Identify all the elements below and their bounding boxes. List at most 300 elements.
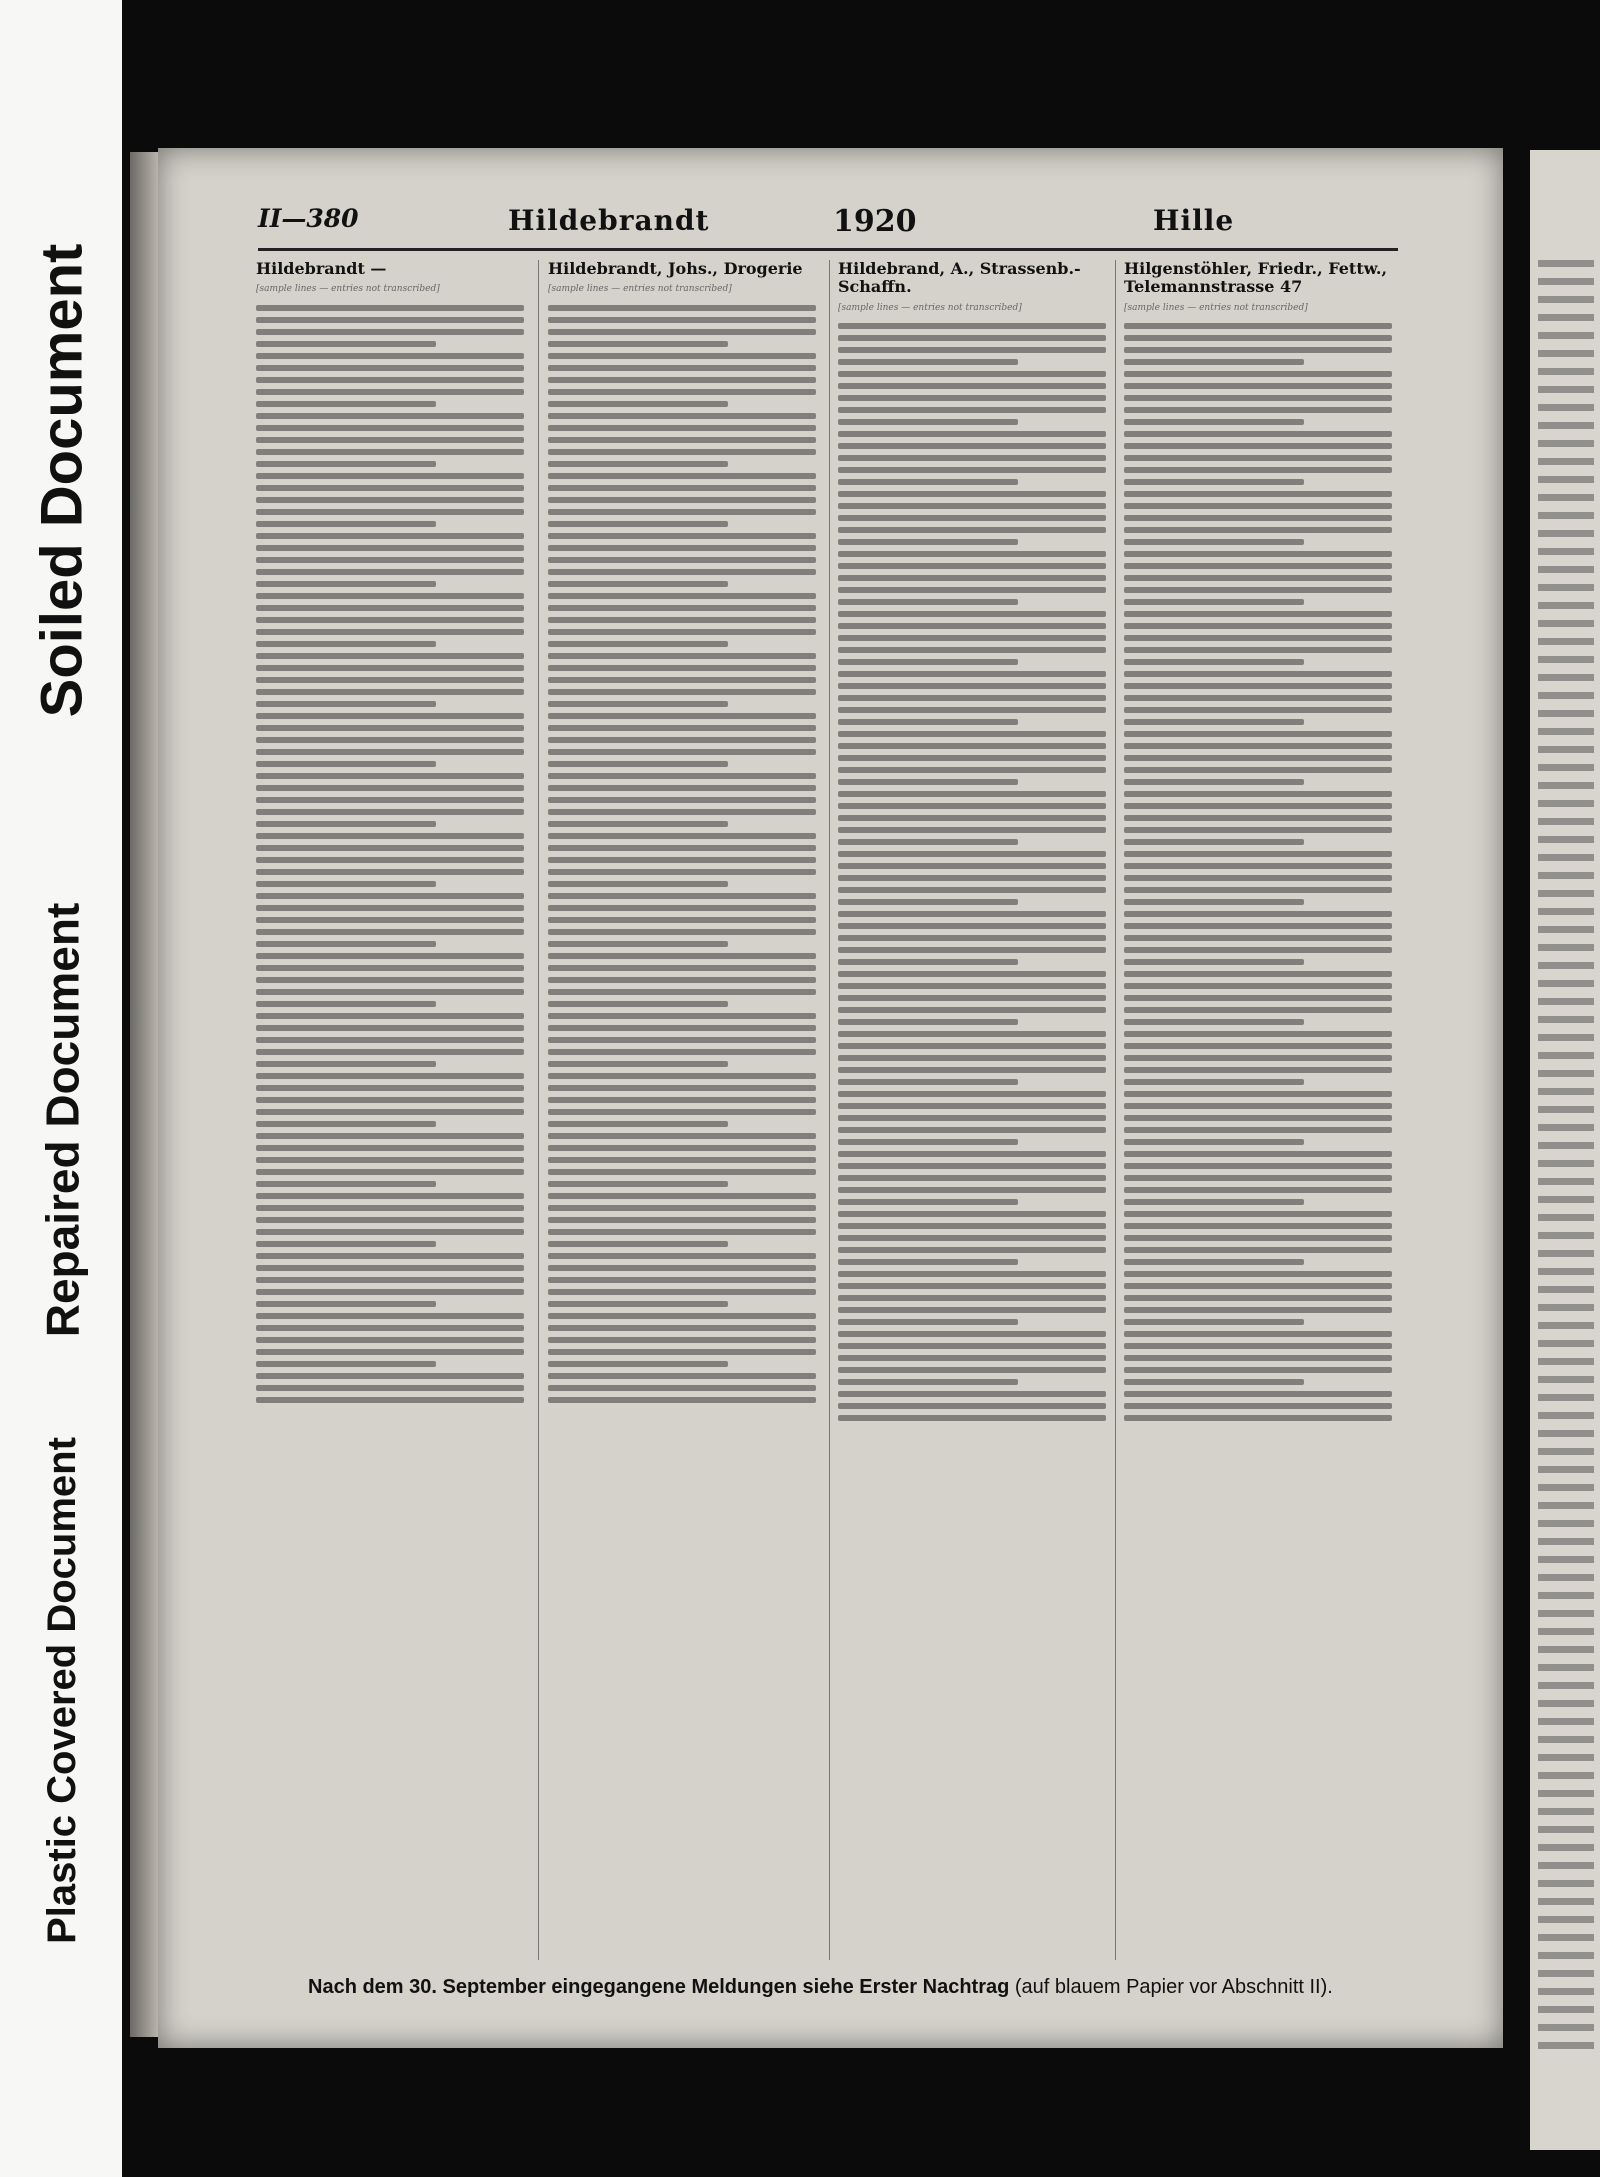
text-line <box>256 497 524 503</box>
text-line <box>1124 347 1392 353</box>
text-line <box>256 989 524 995</box>
text-line <box>1124 1391 1392 1397</box>
text-line <box>548 1133 816 1139</box>
text-line <box>548 1193 816 1199</box>
text-line <box>1538 1340 1594 1347</box>
text-line <box>256 977 524 983</box>
text-line <box>1538 602 1594 609</box>
text-line <box>1538 260 1594 267</box>
text-line <box>256 641 436 647</box>
text-line <box>1124 1187 1392 1193</box>
text-line <box>548 797 816 803</box>
text-line <box>256 1145 524 1151</box>
text-line <box>1124 731 1392 737</box>
text-line <box>548 449 816 455</box>
text-line <box>548 1277 816 1283</box>
text-line <box>256 353 524 359</box>
text-line <box>838 1295 1106 1301</box>
page-edge <box>130 152 160 2037</box>
text-line <box>548 1265 816 1271</box>
text-line <box>1124 1403 1392 1409</box>
text-line <box>838 335 1106 341</box>
text-line <box>1124 983 1392 989</box>
text-line <box>1538 1034 1594 1041</box>
text-line <box>838 743 1106 749</box>
text-line <box>838 1079 1018 1085</box>
text-line <box>1538 566 1594 573</box>
text-line <box>1124 1259 1304 1265</box>
text-line <box>838 791 1106 797</box>
text-line <box>1124 1067 1392 1073</box>
text-line <box>256 953 524 959</box>
text-line <box>838 695 1106 701</box>
text-line <box>256 869 524 875</box>
column-divider <box>829 260 830 1960</box>
text-line <box>256 857 524 863</box>
text-line <box>838 503 1106 509</box>
text-line <box>548 617 816 623</box>
text-line <box>548 497 816 503</box>
text-line <box>256 1001 436 1007</box>
text-line <box>1124 1247 1392 1253</box>
text-line <box>1538 764 1594 771</box>
text-line <box>838 767 1106 773</box>
text-line <box>838 1283 1106 1289</box>
text-line <box>548 761 728 767</box>
text-line <box>838 1067 1106 1073</box>
text-line <box>1538 458 1594 465</box>
text-line <box>1124 1307 1392 1313</box>
text-line <box>1538 1610 1594 1617</box>
text-line <box>256 1361 436 1367</box>
text-line <box>256 389 524 395</box>
text-line <box>256 1229 524 1235</box>
placeholder-note: [sample lines — entries not transcribed] <box>1124 302 1308 313</box>
text-line <box>838 467 1106 473</box>
text-line <box>548 965 816 971</box>
text-line <box>548 821 728 827</box>
text-line <box>548 1337 816 1343</box>
text-line <box>548 989 816 995</box>
text-line <box>256 1037 524 1043</box>
text-line <box>1538 2024 1594 2031</box>
text-line <box>838 875 1106 881</box>
text-line <box>1538 620 1594 627</box>
placeholder-note: [sample lines — entries not transcribed] <box>548 284 732 295</box>
text-line <box>1538 1592 1594 1599</box>
text-line <box>1124 803 1392 809</box>
text-line <box>838 1355 1106 1361</box>
text-line <box>256 677 524 683</box>
text-line <box>256 1277 524 1283</box>
text-line <box>1124 911 1392 917</box>
text-line <box>1124 887 1392 893</box>
text-line <box>1124 1031 1392 1037</box>
text-line <box>548 1325 816 1331</box>
text-line <box>1124 467 1392 473</box>
text-line <box>548 785 816 791</box>
text-line <box>838 1007 1106 1013</box>
text-line <box>548 941 728 947</box>
text-line <box>256 629 524 635</box>
text-line <box>1538 1844 1594 1851</box>
text-line <box>838 719 1018 725</box>
text-line <box>1538 530 1594 537</box>
text-line <box>256 965 524 971</box>
text-line <box>1124 947 1392 953</box>
text-line <box>1538 1376 1594 1383</box>
text-line <box>1124 779 1304 785</box>
text-line <box>548 653 816 659</box>
text-line <box>1538 962 1594 969</box>
text-line <box>256 1025 524 1031</box>
tab-plastic-covered-document <box>22 1410 102 1970</box>
text-line <box>548 881 728 887</box>
text-line <box>548 905 816 911</box>
text-line <box>256 1085 524 1091</box>
text-line <box>1538 1124 1594 1131</box>
text-line <box>838 395 1106 401</box>
text-line <box>548 461 728 467</box>
text-line <box>1538 1070 1594 1077</box>
text-line <box>838 995 1106 1001</box>
text-line <box>1124 335 1392 341</box>
text-line <box>838 455 1106 461</box>
header-year: 1920 <box>833 204 917 239</box>
text-line <box>838 947 1106 953</box>
text-line <box>548 533 816 539</box>
text-line <box>548 1289 816 1295</box>
text-line <box>838 635 1106 641</box>
text-line <box>1124 1211 1392 1217</box>
text-line <box>548 833 816 839</box>
text-line <box>1538 1322 1594 1329</box>
text-line <box>1124 443 1392 449</box>
text-line <box>1124 359 1304 365</box>
text-line <box>1538 1286 1594 1293</box>
text-line <box>838 971 1106 977</box>
text-line <box>548 869 816 875</box>
text-line <box>838 443 1106 449</box>
text-line <box>838 611 1106 617</box>
text-line <box>838 647 1106 653</box>
text-line <box>838 815 1106 821</box>
text-line <box>1538 278 1594 285</box>
text-line <box>256 557 524 563</box>
text-line <box>256 413 524 419</box>
text-line <box>838 1367 1106 1373</box>
text-line <box>256 329 524 335</box>
text-line <box>548 1313 816 1319</box>
text-line <box>256 521 436 527</box>
text-line <box>838 887 1106 893</box>
text-line <box>256 1241 436 1247</box>
text-line <box>548 1025 816 1031</box>
text-line <box>256 449 524 455</box>
text-line <box>838 779 1018 785</box>
text-line <box>548 389 816 395</box>
text-line <box>548 1037 816 1043</box>
text-line <box>838 1055 1106 1061</box>
text-line <box>1538 728 1594 735</box>
text-line <box>1124 1055 1392 1061</box>
text-line <box>838 671 1106 677</box>
text-line <box>1124 395 1392 401</box>
text-line <box>548 773 816 779</box>
text-line <box>1538 1916 1594 1923</box>
text-line <box>1124 755 1392 761</box>
text-line <box>1538 1232 1594 1239</box>
text-line <box>256 593 524 599</box>
text-line <box>838 911 1106 917</box>
text-line <box>838 1307 1106 1313</box>
text-line <box>548 977 816 983</box>
text-line <box>548 1241 728 1247</box>
text-line <box>1538 944 1594 951</box>
text-line <box>1124 611 1392 617</box>
footer-text: Nach dem 30. September eingegangene Meldungen siehe Erster Nachtrag <box>308 1976 1010 1998</box>
text-line <box>256 833 524 839</box>
text-line <box>1538 1304 1594 1311</box>
page-header <box>258 204 1388 244</box>
text-line <box>548 1121 728 1127</box>
text-line <box>1538 1880 1594 1887</box>
text-line <box>548 749 816 755</box>
text-line <box>548 1217 816 1223</box>
text-line <box>548 1001 728 1007</box>
text-line <box>548 689 816 695</box>
text-line <box>256 1157 524 1163</box>
text-line <box>256 737 524 743</box>
tab-plastic-label: Plastic Covered Document <box>39 1436 84 1944</box>
text-line <box>548 1253 816 1259</box>
text-line <box>1538 926 1594 933</box>
text-line <box>1538 854 1594 861</box>
text-line <box>1124 1103 1392 1109</box>
column-heading: Hilgenstöhler, Friedr., Fettw., Telemannstrasse 47 <box>1124 260 1388 297</box>
text-line <box>1538 494 1594 501</box>
text-line <box>1538 296 1594 303</box>
text-line <box>1124 419 1304 425</box>
text-line <box>1124 671 1392 677</box>
text-line <box>548 1013 816 1019</box>
text-line <box>548 893 816 899</box>
text-line <box>256 485 524 491</box>
text-line <box>838 407 1106 413</box>
text-line <box>1124 1319 1304 1325</box>
text-line <box>256 509 524 515</box>
text-line <box>256 797 524 803</box>
text-line <box>838 575 1106 581</box>
text-line <box>1538 1754 1594 1761</box>
text-line <box>256 1265 524 1271</box>
text-line <box>838 1379 1018 1385</box>
text-line <box>256 365 524 371</box>
text-line <box>1124 563 1392 569</box>
text-line <box>1124 1127 1392 1133</box>
text-line <box>838 899 1018 905</box>
text-line <box>1538 1214 1594 1221</box>
text-line <box>548 1157 816 1163</box>
text-line <box>1124 1331 1392 1337</box>
text-line <box>1538 584 1594 591</box>
text-line <box>1538 1772 1594 1779</box>
text-line <box>548 1301 728 1307</box>
text-line <box>548 437 816 443</box>
text-line <box>548 809 816 815</box>
text-line <box>1538 1052 1594 1059</box>
text-line <box>548 1361 728 1367</box>
text-line <box>1124 1139 1304 1145</box>
text-line <box>1124 827 1392 833</box>
tab-repaired-label: Repaired Document <box>36 902 88 1338</box>
text-line <box>1124 719 1304 725</box>
placeholder-note: [sample lines — entries not transcribed] <box>256 284 440 295</box>
text-line <box>1124 323 1392 329</box>
text-line <box>1538 332 1594 339</box>
text-line <box>548 581 728 587</box>
text-line <box>256 917 524 923</box>
text-line <box>256 473 524 479</box>
text-line <box>548 629 816 635</box>
text-line <box>838 419 1018 425</box>
text-line <box>1538 1736 1594 1743</box>
text-line <box>838 827 1106 833</box>
text-line <box>548 677 816 683</box>
text-line <box>256 761 436 767</box>
text-line <box>838 1403 1106 1409</box>
text-line <box>1124 1043 1392 1049</box>
column-heading: Hildebrandt — <box>256 260 387 278</box>
text-line <box>1124 1343 1392 1349</box>
header-name-left: Hildebrandt <box>508 204 710 237</box>
text-line <box>548 1049 816 1055</box>
text-line <box>1124 455 1392 461</box>
text-line <box>1538 440 1594 447</box>
text-line <box>1538 746 1594 753</box>
text-line <box>1124 1007 1392 1013</box>
text-line <box>838 1115 1106 1121</box>
text-line <box>548 377 816 383</box>
text-line <box>548 1169 816 1175</box>
text-line <box>548 545 816 551</box>
text-line <box>1538 980 1594 987</box>
text-line <box>1124 527 1392 533</box>
text-line <box>1538 314 1594 321</box>
text-line <box>1124 515 1392 521</box>
text-line <box>256 1301 436 1307</box>
text-line <box>256 713 524 719</box>
text-line <box>548 509 816 515</box>
placeholder-note: [sample lines — entries not transcribed] <box>838 302 1022 313</box>
text-line <box>256 569 524 575</box>
text-line <box>1538 710 1594 717</box>
text-line <box>1124 371 1392 377</box>
text-line <box>1538 548 1594 555</box>
text-line <box>1538 350 1594 357</box>
text-line <box>548 953 816 959</box>
text-line <box>838 755 1106 761</box>
text-line <box>256 437 524 443</box>
text-line <box>256 1073 524 1079</box>
text-line <box>1538 1178 1594 1185</box>
text-line <box>548 305 816 311</box>
text-line <box>256 1121 436 1127</box>
text-line <box>838 1331 1106 1337</box>
text-line <box>1124 575 1392 581</box>
column-text-lines <box>256 305 526 1403</box>
text-line <box>548 725 816 731</box>
text-line <box>1124 647 1392 653</box>
text-line <box>256 905 524 911</box>
text-line <box>838 923 1106 929</box>
text-line <box>1538 1358 1594 1365</box>
text-line <box>1538 782 1594 789</box>
text-line <box>838 515 1106 521</box>
text-line <box>1538 1484 1594 1491</box>
text-line <box>1124 1379 1304 1385</box>
text-line <box>838 983 1106 989</box>
text-line <box>838 659 1018 665</box>
text-line <box>256 653 524 659</box>
text-line <box>838 1415 1106 1421</box>
column-divider <box>538 260 539 1960</box>
text-line <box>256 1049 524 1055</box>
text-line <box>1124 1367 1392 1373</box>
text-line <box>548 917 816 923</box>
text-line <box>1124 815 1392 821</box>
text-line <box>1538 1520 1594 1527</box>
directory-page <box>158 148 1503 2048</box>
text-line <box>256 1325 524 1331</box>
text-line <box>838 1127 1106 1133</box>
text-line <box>256 725 524 731</box>
text-line <box>256 893 524 899</box>
text-line <box>256 665 524 671</box>
next-page-edge <box>1530 150 1600 2150</box>
text-line <box>838 587 1106 593</box>
text-line <box>256 305 524 311</box>
text-line <box>548 929 816 935</box>
text-line <box>1124 743 1392 749</box>
text-line <box>1124 1283 1392 1289</box>
tab-soiled-document <box>22 200 102 760</box>
text-line <box>838 1031 1106 1037</box>
text-line <box>838 1211 1106 1217</box>
column-divider <box>1115 260 1116 1960</box>
tab-soiled-label: Soiled Document <box>29 243 95 717</box>
text-line <box>548 1385 816 1391</box>
text-line <box>256 749 524 755</box>
text-line <box>256 821 436 827</box>
text-line <box>1124 695 1392 701</box>
text-line <box>256 545 524 551</box>
text-line <box>1124 1235 1392 1241</box>
text-line <box>838 851 1106 857</box>
text-line <box>838 683 1106 689</box>
text-line <box>1538 2042 1594 2049</box>
text-line <box>256 1169 524 1175</box>
text-line <box>548 1085 816 1091</box>
text-line <box>548 665 816 671</box>
column-text-lines <box>1124 323 1394 1421</box>
text-line <box>838 431 1106 437</box>
text-line <box>256 1397 524 1403</box>
text-line <box>1124 623 1392 629</box>
text-line <box>256 689 524 695</box>
text-line <box>838 359 1018 365</box>
text-line <box>256 461 436 467</box>
